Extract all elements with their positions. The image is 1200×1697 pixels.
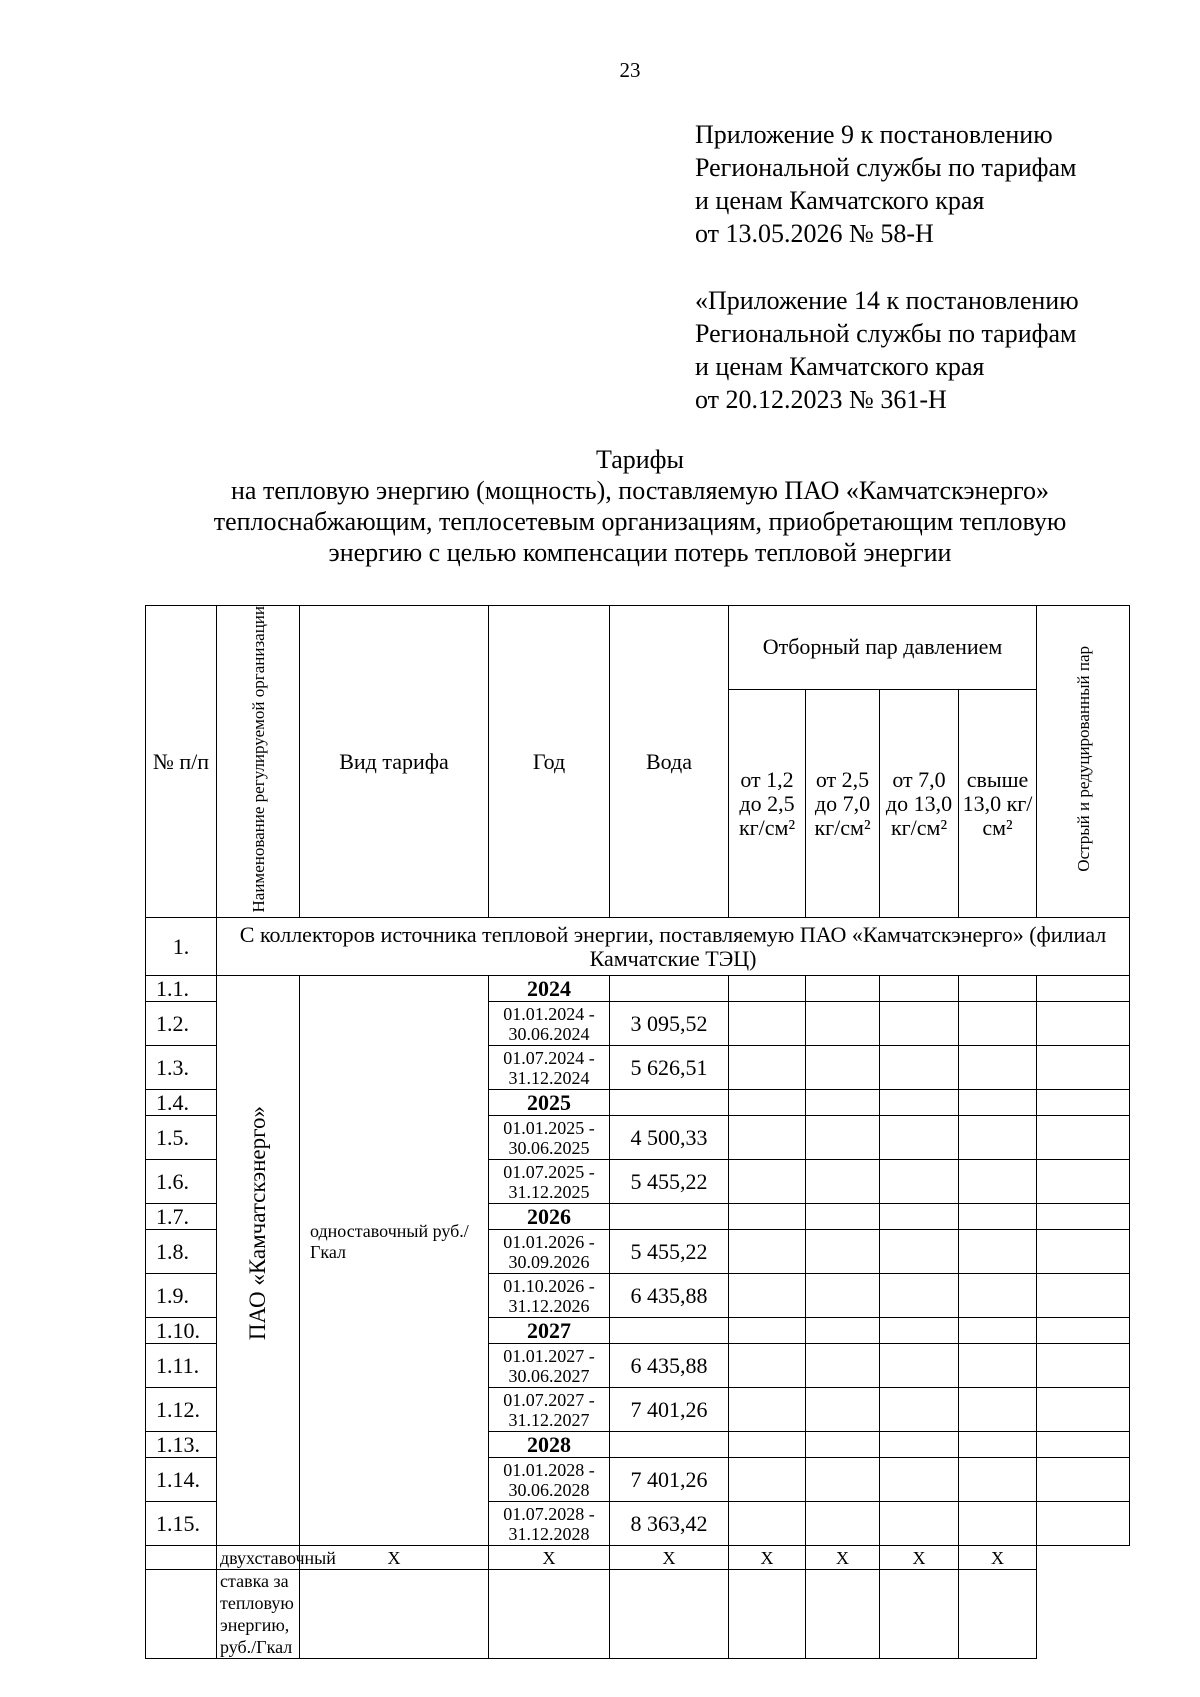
empty-cell <box>1037 1318 1130 1344</box>
appendix-line: «Приложение 14 к постановлению <box>695 286 1079 315</box>
section-num: 1. <box>146 918 217 976</box>
heat-rate-label: ставка за тепловую энергию, руб./Гкал <box>217 1570 300 1659</box>
row-number: 1.7. <box>146 1204 217 1230</box>
row-number: 1.9. <box>146 1274 217 1318</box>
header-steam-group: Отборный пар давлением <box>729 606 1037 690</box>
water-tariff: 7 401,26 <box>610 1458 729 1502</box>
empty-cell <box>729 1002 806 1046</box>
empty-cell <box>806 1458 880 1502</box>
empty-cell <box>959 1090 1037 1116</box>
water-tariff: 5 626,51 <box>610 1046 729 1090</box>
row-number: 1.14. <box>146 1458 217 1502</box>
row-number: 1.11. <box>146 1344 217 1388</box>
header-sharp-label: Острый и редуцированный пар <box>1073 646 1093 873</box>
header-kind: Вид тарифа <box>300 606 489 918</box>
empty-cell <box>806 1204 880 1230</box>
empty-cell <box>489 1570 610 1659</box>
period-label: 01.07.2025 - 31.12.2025 <box>489 1160 610 1204</box>
period-label: 01.10.2026 - 31.12.2026 <box>489 1274 610 1318</box>
empty-cell <box>959 1502 1037 1546</box>
empty-cell <box>806 1502 880 1546</box>
period-label: 01.07.2027 - 31.12.2027 <box>489 1388 610 1432</box>
water-tariff: 5 455,22 <box>610 1230 729 1274</box>
empty-cell <box>729 1116 806 1160</box>
x-mark: X <box>729 1546 806 1570</box>
appendix-line: и ценам Камчатского края <box>695 186 985 215</box>
empty-cell <box>880 1046 959 1090</box>
appendix-line: Приложение 9 к постановлению <box>695 120 1053 149</box>
empty-cell <box>959 976 1037 1002</box>
empty-cell <box>806 1160 880 1204</box>
appendix-line: и ценам Камчатского края <box>695 352 985 381</box>
empty-cell <box>1037 976 1130 1002</box>
header-year: Год <box>489 606 610 918</box>
empty-cell <box>880 1388 959 1432</box>
empty-cell <box>806 1230 880 1274</box>
table-row <box>146 976 1130 1002</box>
org-name-cell <box>217 976 300 1546</box>
empty-cell <box>729 1204 806 1230</box>
empty-cell <box>959 1046 1037 1090</box>
period-label: 01.01.2027 - 30.06.2027 <box>489 1344 610 1388</box>
empty-cell <box>729 1502 806 1546</box>
tariff-kind-single: одноставочный руб./Гкал <box>300 976 489 1546</box>
empty-cell <box>146 1570 217 1659</box>
empty-cell <box>1037 1388 1130 1432</box>
header-steam-2: от 2,5 до 7,0 кг/см² <box>806 689 880 918</box>
year-label: 2025 <box>489 1090 610 1116</box>
empty-cell <box>1037 1090 1130 1116</box>
row-number: 1.8. <box>146 1230 217 1274</box>
empty-cell <box>880 1230 959 1274</box>
empty-cell <box>880 1002 959 1046</box>
empty-cell <box>729 976 806 1002</box>
empty-cell <box>1037 1458 1130 1502</box>
empty-cell <box>729 1230 806 1274</box>
header-org-label: Наименование регулируемой организации <box>248 606 268 913</box>
header-water: Вода <box>610 606 729 918</box>
empty-cell <box>959 1160 1037 1204</box>
tariff-table <box>145 605 1130 1659</box>
period-label: 01.01.2025 - 30.06.2025 <box>489 1116 610 1160</box>
empty-cell <box>880 1204 959 1230</box>
x-mark: X <box>880 1546 959 1570</box>
row-number: 1.4. <box>146 1090 217 1116</box>
empty-cell <box>1037 1204 1130 1230</box>
empty-cell <box>806 976 880 1002</box>
empty-cell <box>880 1502 959 1546</box>
appendix-reference <box>695 118 1076 250</box>
header-sharp <box>1037 606 1130 918</box>
empty-cell <box>729 1458 806 1502</box>
empty-cell <box>880 976 959 1002</box>
empty-cell <box>1037 1274 1130 1318</box>
water-tariff <box>610 1204 729 1230</box>
water-tariff: 8 363,42 <box>610 1502 729 1546</box>
two-rate-label: двухставочный <box>217 1546 300 1570</box>
row-number: 1.6. <box>146 1160 217 1204</box>
row-number: 1.3. <box>146 1046 217 1090</box>
empty-cell <box>880 1318 959 1344</box>
empty-cell <box>729 1274 806 1318</box>
empty-cell <box>300 1570 489 1659</box>
period-label: 01.01.2026 - 30.09.2026 <box>489 1230 610 1274</box>
empty-cell <box>1037 1432 1130 1458</box>
water-tariff: 5 455,22 <box>610 1160 729 1204</box>
empty-cell <box>959 1570 1037 1659</box>
x-mark: X <box>610 1546 729 1570</box>
empty-cell <box>806 1046 880 1090</box>
appendix-line: Региональной службы по тарифам <box>695 319 1077 348</box>
period-label: 01.07.2024 - 31.12.2024 <box>489 1046 610 1090</box>
empty-cell <box>806 1388 880 1432</box>
empty-cell <box>729 1432 806 1458</box>
empty-cell <box>1037 1502 1130 1546</box>
empty-cell <box>806 1002 880 1046</box>
year-label: 2024 <box>489 976 610 1002</box>
empty-cell <box>806 1116 880 1160</box>
title-line: на тепловую энергию (мощность), поставляемую ПАО «Камчатскэнерго» <box>231 476 1049 505</box>
empty-cell <box>729 1344 806 1388</box>
empty-cell <box>880 1570 959 1659</box>
empty-cell <box>959 1230 1037 1274</box>
empty-cell <box>880 1160 959 1204</box>
header-steam-3: от 7,0 до 13,0 кг/см² <box>880 689 959 918</box>
empty-cell <box>146 1546 217 1570</box>
title-line: энергию с целью компенсации потерь тепловой энергии <box>328 538 952 567</box>
row-number: 1.2. <box>146 1002 217 1046</box>
org-name: ПАО «Камчатскэнерго» <box>245 1106 270 1341</box>
year-label: 2026 <box>489 1204 610 1230</box>
x-mark: X <box>489 1546 610 1570</box>
row-number: 1.12. <box>146 1388 217 1432</box>
empty-cell <box>729 1090 806 1116</box>
row-number: 1.1. <box>146 976 217 1002</box>
empty-cell <box>880 1344 959 1388</box>
water-tariff: 6 435,88 <box>610 1344 729 1388</box>
period-label: 01.01.2024 - 30.06.2024 <box>489 1002 610 1046</box>
x-mark: X <box>300 1546 489 1570</box>
empty-cell <box>880 1116 959 1160</box>
appendix-line: Региональной службы по тарифам <box>695 153 1077 182</box>
empty-cell <box>729 1318 806 1344</box>
year-label: 2028 <box>489 1432 610 1458</box>
appendix-line: от 20.12.2023 № 361-Н <box>695 385 947 414</box>
period-label: 01.01.2028 - 30.06.2028 <box>489 1458 610 1502</box>
water-tariff: 4 500,33 <box>610 1116 729 1160</box>
empty-cell <box>959 1274 1037 1318</box>
empty-cell <box>729 1388 806 1432</box>
water-tariff <box>610 976 729 1002</box>
appendix-reference-original <box>695 284 1079 416</box>
row-number: 1.13. <box>146 1432 217 1458</box>
document-title <box>140 444 1140 568</box>
empty-cell <box>729 1160 806 1204</box>
header-steam-4: свыше 13,0 кг/см² <box>959 689 1037 918</box>
appendix-line: от 13.05.2026 № 58-Н <box>695 219 934 248</box>
empty-cell <box>880 1432 959 1458</box>
row-number: 1.10. <box>146 1318 217 1344</box>
empty-cell <box>959 1344 1037 1388</box>
empty-cell <box>806 1432 880 1458</box>
empty-cell <box>1037 1116 1130 1160</box>
empty-cell <box>880 1274 959 1318</box>
header-steam-1: от 1,2 до 2,5 кг/см² <box>729 689 806 918</box>
empty-cell <box>1037 1002 1130 1046</box>
empty-cell <box>806 1344 880 1388</box>
empty-cell <box>806 1570 880 1659</box>
empty-cell <box>959 1318 1037 1344</box>
empty-cell <box>1037 1160 1130 1204</box>
x-mark: X <box>806 1546 880 1570</box>
water-tariff <box>610 1090 729 1116</box>
empty-cell <box>880 1090 959 1116</box>
empty-cell <box>959 1116 1037 1160</box>
header-org <box>217 606 300 918</box>
empty-cell <box>959 1388 1037 1432</box>
header-num: № п/п <box>146 606 217 918</box>
empty-cell <box>959 1204 1037 1230</box>
empty-cell <box>959 1432 1037 1458</box>
water-tariff <box>610 1432 729 1458</box>
section-title: С коллекторов источника тепловой энергии, поставляемую ПАО «Камчатскэнерго» (филиал Камчатские ТЭЦ) <box>217 918 1130 976</box>
period-label: 01.07.2028 - 31.12.2028 <box>489 1502 610 1546</box>
empty-cell <box>1037 1344 1130 1388</box>
empty-cell <box>959 1458 1037 1502</box>
empty-cell <box>729 1046 806 1090</box>
empty-cell <box>806 1090 880 1116</box>
title-line: Тарифы <box>595 445 684 474</box>
title-line: теплоснабжающим, теплосетевым организациям, приобретающим тепловую <box>213 507 1067 536</box>
empty-cell <box>806 1274 880 1318</box>
row-number: 1.15. <box>146 1502 217 1546</box>
water-tariff <box>610 1318 729 1344</box>
empty-cell <box>729 1570 806 1659</box>
empty-cell <box>1037 1230 1130 1274</box>
empty-cell <box>1037 1046 1130 1090</box>
x-mark: X <box>959 1546 1037 1570</box>
empty-cell <box>806 1318 880 1344</box>
water-tariff: 7 401,26 <box>610 1388 729 1432</box>
water-tariff: 3 095,52 <box>610 1002 729 1046</box>
empty-cell <box>959 1002 1037 1046</box>
water-tariff: 6 435,88 <box>610 1274 729 1318</box>
page-number: 23 <box>619 58 641 82</box>
year-label: 2027 <box>489 1318 610 1344</box>
row-number: 1.5. <box>146 1116 217 1160</box>
empty-cell <box>880 1458 959 1502</box>
empty-cell <box>610 1570 729 1659</box>
